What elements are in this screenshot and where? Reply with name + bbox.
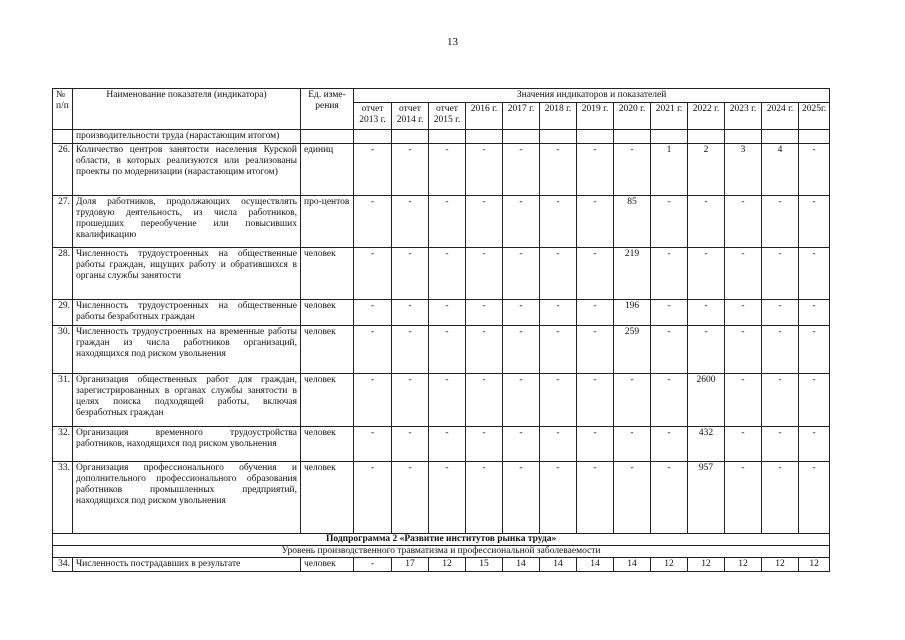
indicator-name: Организация временного трудоустройства работников, находящихся под риском увольнения bbox=[73, 427, 301, 462]
indicator-value: - bbox=[503, 462, 540, 534]
indicator-value: - bbox=[762, 300, 799, 326]
indicator-value: - bbox=[651, 326, 688, 374]
indicators-table bbox=[52, 88, 830, 572]
header-year: 2020 г. bbox=[614, 103, 651, 130]
indicator-value: - bbox=[354, 427, 392, 462]
unit: человек bbox=[301, 326, 354, 374]
indicator-name: Численность трудоустроенных на общественные работы граждан, ищущих работу и обратившихся в органы службы занятости bbox=[73, 248, 301, 300]
indicator-value: - bbox=[540, 144, 577, 196]
indicator-value: - bbox=[354, 144, 392, 196]
indicator-value: - bbox=[651, 462, 688, 534]
indicator-value: - bbox=[354, 300, 392, 326]
indicator-value: - bbox=[725, 427, 762, 462]
indicator-value: - bbox=[577, 248, 614, 300]
header-year: 2018 г. bbox=[540, 103, 577, 130]
indicator-name: Доля работников, продолжающих осуществлять трудовую деятельность, из числа работников, прошедших переобучение или повысивших квалификацию bbox=[73, 196, 301, 248]
indicator-value: - bbox=[577, 144, 614, 196]
row-number: 28. bbox=[53, 248, 73, 300]
indicator-value: - bbox=[466, 196, 503, 248]
indicator-value: - bbox=[466, 300, 503, 326]
header-year: 2016 г. bbox=[466, 103, 503, 130]
row-number: 26. bbox=[53, 144, 73, 196]
indicator-value: - bbox=[429, 374, 466, 427]
indicator-value: - bbox=[725, 326, 762, 374]
indicator-value: - bbox=[725, 374, 762, 427]
indicator-value: - bbox=[762, 374, 799, 427]
indicator-value: - bbox=[651, 248, 688, 300]
indicator-value: - bbox=[392, 326, 429, 374]
indicator-name: Организация общественных работ для граждан, зарегистрированных в органах службы занятости в целях поиска подходящей работы, включая безработных граждан bbox=[73, 374, 301, 427]
unit: человек bbox=[301, 248, 354, 300]
indicator-value: 957 bbox=[688, 462, 725, 534]
indicator-value: - bbox=[614, 427, 651, 462]
header-year: 2021 г. bbox=[651, 103, 688, 130]
indicator-value: 2600 bbox=[688, 374, 725, 427]
indicator-name: Численность пострадавших в результате bbox=[73, 558, 301, 572]
indicator-value: - bbox=[429, 326, 466, 374]
indicator-value: - bbox=[466, 427, 503, 462]
row-number: 33. bbox=[53, 462, 73, 534]
subprogram-row bbox=[53, 534, 830, 546]
indicator-value: - bbox=[354, 248, 392, 300]
indicator-value: 15 bbox=[466, 558, 503, 572]
indicator-value: - bbox=[392, 248, 429, 300]
row-number: 30. bbox=[53, 326, 73, 374]
indicator-value: - bbox=[688, 196, 725, 248]
indicator-value: - bbox=[429, 196, 466, 248]
header-year: 2022 г. bbox=[688, 103, 725, 130]
row-number: 29. bbox=[53, 300, 73, 326]
unit: человек bbox=[301, 558, 354, 572]
indicator-value: - bbox=[429, 300, 466, 326]
header-year: отчет 2014 г. bbox=[392, 103, 429, 130]
indicator-value: - bbox=[651, 300, 688, 326]
indicator-value: 14 bbox=[614, 558, 651, 572]
indicator-value: 1 bbox=[651, 144, 688, 196]
row-number: 31. bbox=[53, 374, 73, 427]
indicator-value: 12 bbox=[799, 558, 830, 572]
indicator-value: - bbox=[466, 462, 503, 534]
row-number: 32. bbox=[53, 427, 73, 462]
indicator-value: - bbox=[725, 462, 762, 534]
indicator-value: - bbox=[354, 196, 392, 248]
indicator-value: - bbox=[392, 374, 429, 427]
subsection-title: Уровень производственного травматизма и профессиональной заболеваемости bbox=[53, 546, 830, 558]
indicator-value: 14 bbox=[540, 558, 577, 572]
unit: человек bbox=[301, 427, 354, 462]
indicator-value: - bbox=[614, 144, 651, 196]
indicator-value: 259 bbox=[614, 326, 651, 374]
indicator-value: - bbox=[466, 374, 503, 427]
table-row bbox=[53, 558, 830, 572]
header-values-group: Значения индикаторов и показателей bbox=[354, 89, 830, 103]
indicator-value: - bbox=[540, 248, 577, 300]
header-year: 2025г. bbox=[799, 103, 830, 130]
indicator-value: 12 bbox=[429, 558, 466, 572]
indicator-value: - bbox=[354, 374, 392, 427]
table-row bbox=[53, 248, 830, 300]
indicator-value: 2 bbox=[688, 144, 725, 196]
indicator-value: - bbox=[429, 248, 466, 300]
header-year: отчет 2013 г. bbox=[354, 103, 392, 130]
indicator-value: - bbox=[799, 144, 830, 196]
indicator-value: - bbox=[354, 462, 392, 534]
indicator-value: - bbox=[540, 462, 577, 534]
indicator-value: - bbox=[577, 462, 614, 534]
indicator-value: 12 bbox=[762, 558, 799, 572]
indicator-value: - bbox=[762, 427, 799, 462]
indicator-value: - bbox=[762, 196, 799, 248]
table-row bbox=[53, 462, 830, 534]
indicator-value: 14 bbox=[503, 558, 540, 572]
indicator-value: - bbox=[799, 462, 830, 534]
unit: человек bbox=[301, 300, 354, 326]
indicator-value: 17 bbox=[392, 558, 429, 572]
indicator-value: - bbox=[466, 144, 503, 196]
indicator-value: - bbox=[577, 196, 614, 248]
indicator-value: - bbox=[762, 326, 799, 374]
indicator-value: - bbox=[614, 462, 651, 534]
table-row bbox=[53, 300, 830, 326]
indicator-value: - bbox=[392, 300, 429, 326]
unit: про-центов bbox=[301, 196, 354, 248]
header-year: 2023 г. bbox=[725, 103, 762, 130]
indicator-value: - bbox=[354, 326, 392, 374]
indicator-value: 85 bbox=[614, 196, 651, 248]
indicator-value: - bbox=[540, 427, 577, 462]
indicator-value: - bbox=[725, 196, 762, 248]
header-unit: Ед. изме-рения bbox=[301, 89, 354, 130]
indicator-value: - bbox=[540, 326, 577, 374]
indicator-name: Количество центров занятости населения Курской области, в которых реализуются или реализованы проекты по модернизации (нарастающим итогом) bbox=[73, 144, 301, 196]
indicator-value: - bbox=[354, 558, 392, 572]
indicator-value: - bbox=[651, 374, 688, 427]
indicator-value: - bbox=[799, 196, 830, 248]
indicator-value: - bbox=[392, 196, 429, 248]
indicator-value: 12 bbox=[688, 558, 725, 572]
indicator-value: - bbox=[540, 196, 577, 248]
indicator-value: 196 bbox=[614, 300, 651, 326]
indicator-value: - bbox=[503, 326, 540, 374]
indicator-value: - bbox=[503, 374, 540, 427]
indicator-name: Организация профессионального обучения и дополнительного профессионального образования работников промышленных предприятий, находящихся под риском увольнения bbox=[73, 462, 301, 534]
row-number: 27. bbox=[53, 196, 73, 248]
header-number: № п/п bbox=[53, 89, 73, 130]
indicator-value: 14 bbox=[577, 558, 614, 572]
indicator-value: - bbox=[503, 144, 540, 196]
indicator-value: - bbox=[577, 374, 614, 427]
subsection-row bbox=[53, 546, 830, 558]
table-row bbox=[53, 144, 830, 196]
indicator-value: 219 bbox=[614, 248, 651, 300]
indicator-value: - bbox=[429, 462, 466, 534]
indicator-value: - bbox=[577, 326, 614, 374]
table-row bbox=[53, 374, 830, 427]
subprogram-title: Подпрограмма 2 «Развитие институтов рынка труда» bbox=[53, 534, 830, 546]
indicator-value: - bbox=[392, 144, 429, 196]
table-row bbox=[53, 326, 830, 374]
unit: единиц bbox=[301, 144, 354, 196]
indicator-value: - bbox=[651, 427, 688, 462]
table-row bbox=[53, 196, 830, 248]
indicator-value: - bbox=[725, 300, 762, 326]
indicator-value: 4 bbox=[762, 144, 799, 196]
indicator-name: Численность трудоустроенных на временные работы граждан из числа работников организаций, находящихся под риском увольнения bbox=[73, 326, 301, 374]
indicator-value: - bbox=[392, 462, 429, 534]
indicator-value: - bbox=[725, 248, 762, 300]
header-year: отчет 2015 г. bbox=[429, 103, 466, 130]
row-number: 34. bbox=[53, 558, 73, 572]
indicator-value: - bbox=[651, 196, 688, 248]
table-row bbox=[53, 427, 830, 462]
continuation-row bbox=[53, 130, 830, 144]
indicator-name: Численность трудоустроенных на общественные работы безработных граждан bbox=[73, 300, 301, 326]
indicator-value: 432 bbox=[688, 427, 725, 462]
indicator-value: - bbox=[466, 326, 503, 374]
page-number: 13 bbox=[447, 36, 458, 48]
header-name: Наименование показателя (индикатора) bbox=[73, 89, 301, 130]
header-year: 2019 г. bbox=[577, 103, 614, 130]
indicator-value: - bbox=[429, 144, 466, 196]
indicator-value: - bbox=[688, 300, 725, 326]
indicator-value: - bbox=[503, 427, 540, 462]
indicator-value: - bbox=[540, 374, 577, 427]
indicator-value: - bbox=[503, 300, 540, 326]
indicator-value: 3 bbox=[725, 144, 762, 196]
indicator-value: - bbox=[577, 427, 614, 462]
indicator-value: - bbox=[540, 300, 577, 326]
indicator-value: - bbox=[799, 248, 830, 300]
continuation-name: производительности труда (нарастающим итогом) bbox=[73, 130, 301, 144]
indicator-value: - bbox=[466, 248, 503, 300]
header-year: 2024 г. bbox=[762, 103, 799, 130]
indicator-value: - bbox=[799, 374, 830, 427]
indicator-value: - bbox=[614, 374, 651, 427]
indicator-value: - bbox=[577, 300, 614, 326]
table-header bbox=[53, 89, 830, 130]
indicator-value: - bbox=[799, 300, 830, 326]
indicator-value: - bbox=[799, 326, 830, 374]
unit: человек bbox=[301, 374, 354, 427]
indicator-value: - bbox=[429, 427, 466, 462]
indicator-value: - bbox=[503, 248, 540, 300]
table-body bbox=[53, 130, 830, 572]
indicator-value: - bbox=[799, 427, 830, 462]
header-year: 2017 г. bbox=[503, 103, 540, 130]
unit: человек bbox=[301, 462, 354, 534]
indicator-value: 12 bbox=[725, 558, 762, 572]
indicator-value: - bbox=[762, 248, 799, 300]
indicator-value: 12 bbox=[651, 558, 688, 572]
indicator-value: - bbox=[762, 462, 799, 534]
indicator-value: - bbox=[688, 248, 725, 300]
indicator-value: - bbox=[503, 196, 540, 248]
indicator-value: - bbox=[392, 427, 429, 462]
indicator-value: - bbox=[688, 326, 725, 374]
